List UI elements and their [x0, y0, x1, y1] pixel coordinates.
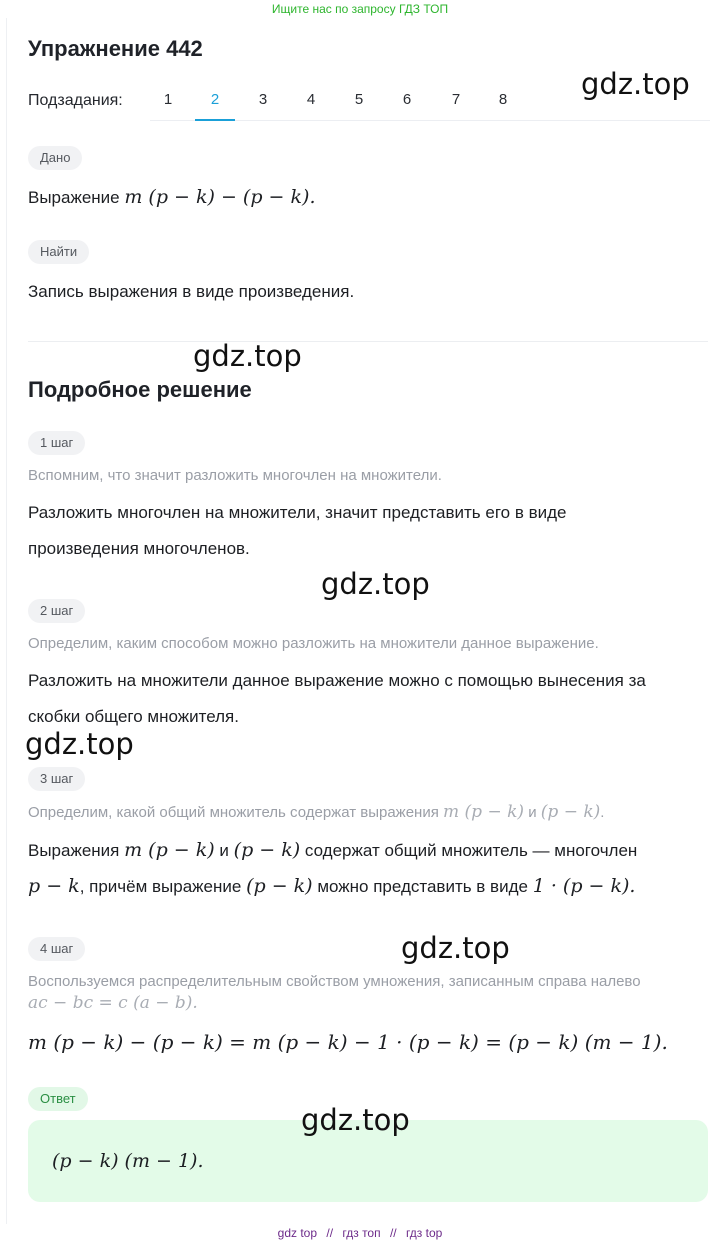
watermark: gdz.top — [301, 1103, 410, 1137]
step-3-hint-math-2: (p − k) — [540, 802, 601, 822]
step-3-l2-text-1: , причём выражение — [79, 877, 242, 896]
step-1-badge: 1 шаг — [28, 431, 85, 455]
given-expression: m (p − k) − (p − k) — [124, 186, 310, 208]
given-text — [28, 186, 315, 208]
step-3-l1-and: и — [219, 841, 229, 860]
step-4-formula: m (p − k) − (p − k) = m (p − k) − 1 · (p − k) = (p − k) (m − 1). — [28, 1030, 668, 1054]
step-2-badge: 2 шаг — [28, 599, 85, 623]
step-3-l1-math-1: m (p − k) — [124, 839, 215, 861]
watermark: gdz.top — [25, 727, 134, 761]
find-text: Запись выражения в виде произведения. — [28, 282, 355, 301]
step-3-badge: 3 шаг — [28, 767, 85, 791]
step-3-hint-text: Определим, какой общий множитель содержат выражения — [28, 804, 439, 821]
step-2-line-1: Разложить на множители данное выражение можно с помощью вынесения за — [28, 671, 646, 690]
step-4-badge: 4 шаг — [28, 937, 85, 961]
step-4-hint-math: ac − bc = c (a − b). — [28, 993, 198, 1013]
step-3-hint-and: и — [528, 804, 537, 821]
step-3-hint-end: . — [600, 804, 605, 821]
section-divider — [28, 341, 708, 342]
footer-link-2[interactable]: гдз топ — [342, 1226, 381, 1240]
subtask-tab-8[interactable]: 8 — [498, 91, 508, 108]
solution-title: Подробное решение — [28, 377, 252, 402]
step-3-hint — [28, 802, 604, 822]
footer-separator: // — [389, 1226, 397, 1240]
footer-separator: // — [326, 1226, 334, 1240]
step-3-line-1 — [28, 839, 637, 861]
top-banner[interactable]: Ищите нас по запросу ГДЗ ТОП — [271, 2, 449, 16]
watermark: gdz.top — [401, 931, 510, 965]
step-3-hint-math-1: m (p − k) — [443, 802, 525, 822]
exercise-title: Упражнение 442 — [28, 36, 203, 61]
subtasks-label: Подзадания: — [28, 92, 123, 109]
watermark: gdz.top — [581, 67, 690, 101]
subtask-tab-1[interactable]: 1 — [163, 91, 173, 108]
step-3-l1-text-1: Выражения — [28, 841, 120, 860]
given-end: . — [309, 186, 316, 208]
subtask-tab-7[interactable]: 7 — [451, 91, 461, 108]
answer-expression: (p − k) (m − 1). — [52, 1150, 204, 1172]
step-3-l2-text-2: можно представить в виде — [317, 877, 528, 896]
given-label: Выражение — [28, 188, 120, 207]
step-3-line-2 — [28, 875, 635, 897]
step-1-line-1: Разложить многочлен на множители, значит представить его в виде — [28, 503, 567, 522]
step-2-line-2: скобки общего множителя. — [28, 707, 239, 726]
step-3-l2-math-1: p − k — [28, 875, 80, 897]
watermark: gdz.top — [193, 339, 302, 373]
step-3-l2-math-3: 1 · (p − k) — [532, 875, 630, 897]
find-badge: Найти — [28, 240, 89, 264]
subtask-tab-3[interactable]: 3 — [258, 91, 268, 108]
subtask-tab-2[interactable]: 2 — [195, 91, 235, 119]
step-2-hint: Определим, каким способом можно разложить на множители данное выражение. — [28, 635, 599, 652]
footer-link-1[interactable]: gdz top — [277, 1226, 318, 1240]
footer-link-3[interactable]: гдз top — [405, 1226, 443, 1240]
step-3-l2-end: . — [629, 875, 636, 897]
step-4-hint: Воспользуемся распределительным свойством умножения, записанным справа налево — [28, 973, 641, 990]
subtask-tab-4[interactable]: 4 — [306, 91, 316, 108]
answer-badge: Ответ — [28, 1087, 88, 1111]
step-3-l2-math-2: (p − k) — [246, 875, 313, 897]
footer — [0, 1226, 720, 1240]
subtask-tab-5[interactable]: 5 — [354, 91, 364, 108]
step-1-line-2: произведения многочленов. — [28, 539, 250, 558]
given-badge: Дано — [28, 146, 82, 170]
step-3-l1-text-2: содержат общий множитель — многочлен — [304, 841, 638, 860]
step-1-hint: Вспомним, что значит разложить многочлен на множители. — [28, 467, 442, 484]
subtask-tab-6[interactable]: 6 — [402, 91, 412, 108]
step-3-l1-math-2: (p − k) — [233, 839, 301, 861]
watermark: gdz.top — [321, 567, 430, 601]
